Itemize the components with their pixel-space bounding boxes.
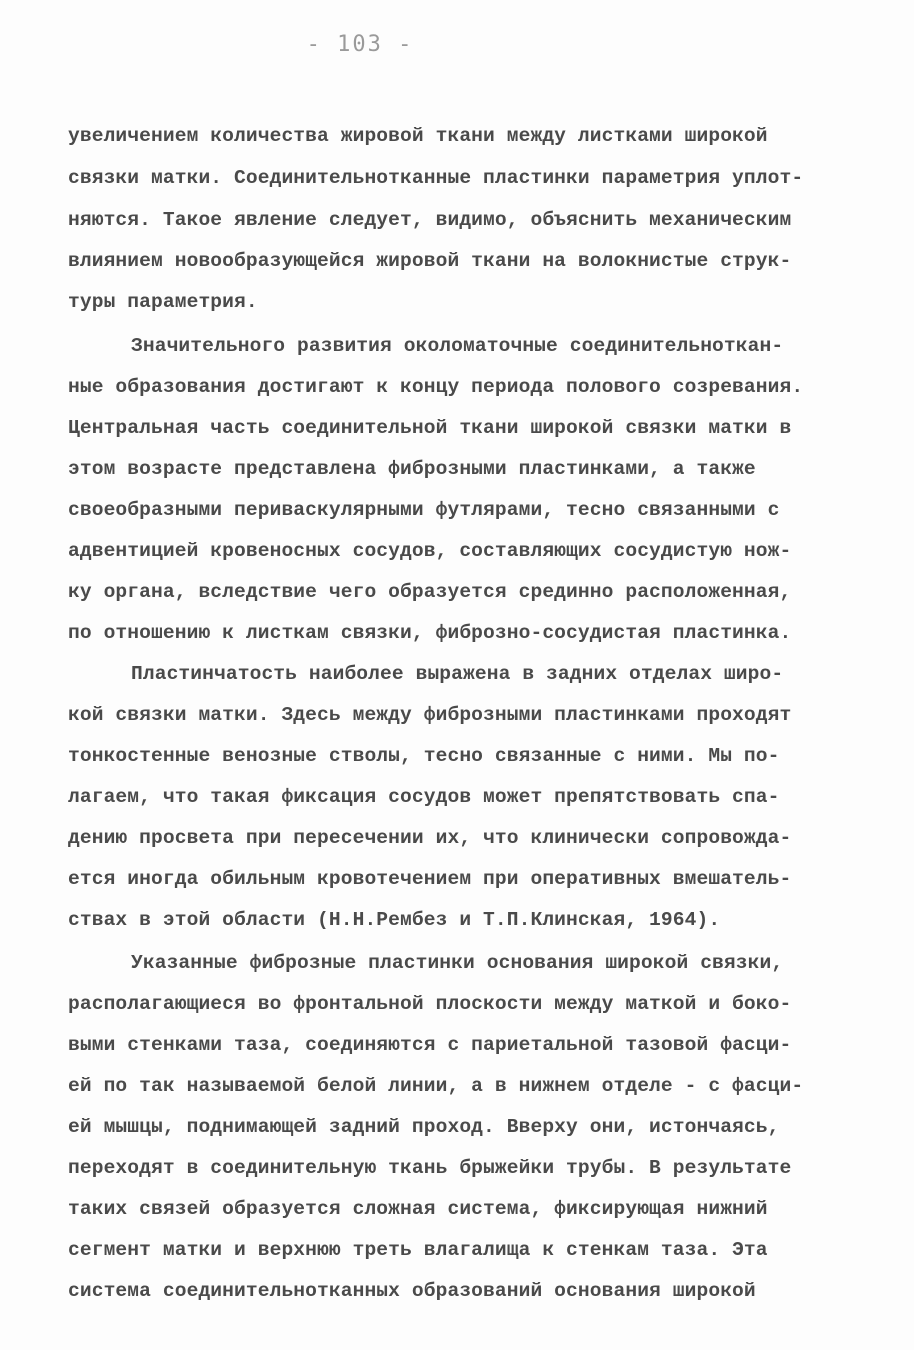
text-line: Центральная часть соединительной ткани широкой связки матки в — [68, 417, 792, 439]
text-line: переходят в соединительную ткань брыжейки трубы. В результате — [68, 1157, 792, 1179]
text-line: располагающиеся во фронтальной плоскости между маткой и боко- — [68, 993, 792, 1015]
text-line: своеобразными периваскулярными футлярами, тесно связанными с — [68, 499, 780, 521]
text-line: лагаем, что такая фиксация сосудов может препятствовать спа- — [68, 786, 780, 808]
text-line: система соединительнотканных образований основания широкой — [68, 1280, 756, 1302]
text-line: таких связей образуется сложная система, фиксирующая нижний — [68, 1198, 768, 1220]
text-line: ку органа, вследствие чего образуется срединно расположенная, — [68, 581, 792, 603]
text-line: няются. Такое явление следует, видимо, объяснить механическим — [68, 209, 792, 231]
text-line: ей мышцы, поднимающей задний проход. Вверху они, истончаясь, — [68, 1116, 780, 1138]
text-line: этом возрасте представлена фиброзными пластинками, а также — [68, 458, 756, 480]
text-line: адвентицией кровеносных сосудов, составляющих сосудистую нож- — [68, 540, 792, 562]
text-line: ется иногда обильным кровотечением при оперативных вмешатель- — [68, 868, 792, 890]
text-line: влиянием новообразующейся жировой ткани на волокнистые струк- — [68, 250, 792, 272]
text-line: тонкостенные венозные стволы, тесно связанные с ними. Мы по- — [68, 745, 780, 767]
text-line: ей по так называемой белой линии, а в нижнем отделе - с фасци- — [68, 1075, 804, 1097]
text-line: по отношению к листкам связки, фиброзно-сосудистая пластинка. — [68, 622, 792, 644]
text-line: увеличением количества жировой ткани между листками широкой — [68, 125, 768, 147]
text-line: Пластинчатость наиболее выражена в задних отделах широ- — [131, 663, 784, 685]
text-line: связки матки. Соединительнотканные пластинки параметрия уплот- — [68, 167, 804, 189]
text-line: туры параметрия. — [68, 291, 258, 313]
text-line: Значительного развития околоматочные соединительноткан- — [131, 335, 784, 357]
text-line: ные образования достигают к концу периода полового созревания. — [68, 376, 804, 398]
text-line: выми стенками таза, соединяются с париетальной тазовой фасци- — [68, 1034, 792, 1056]
text-line: сегмент матки и верхнюю треть влагалища к стенкам таза. Эта — [68, 1239, 768, 1261]
text-line: дению просвета при пересечении их, что клинически сопровожда- — [68, 827, 792, 849]
text-line: Указанные фиброзные пластинки основания широкой связки, — [131, 952, 784, 974]
page-number: - 103 - — [306, 32, 414, 57]
text-line: кой связки матки. Здесь между фиброзными пластинками проходят — [68, 704, 792, 726]
text-line: ствах в этой области (Н.Н.Рембез и Т.П.Клинская, 1964). — [68, 909, 721, 931]
